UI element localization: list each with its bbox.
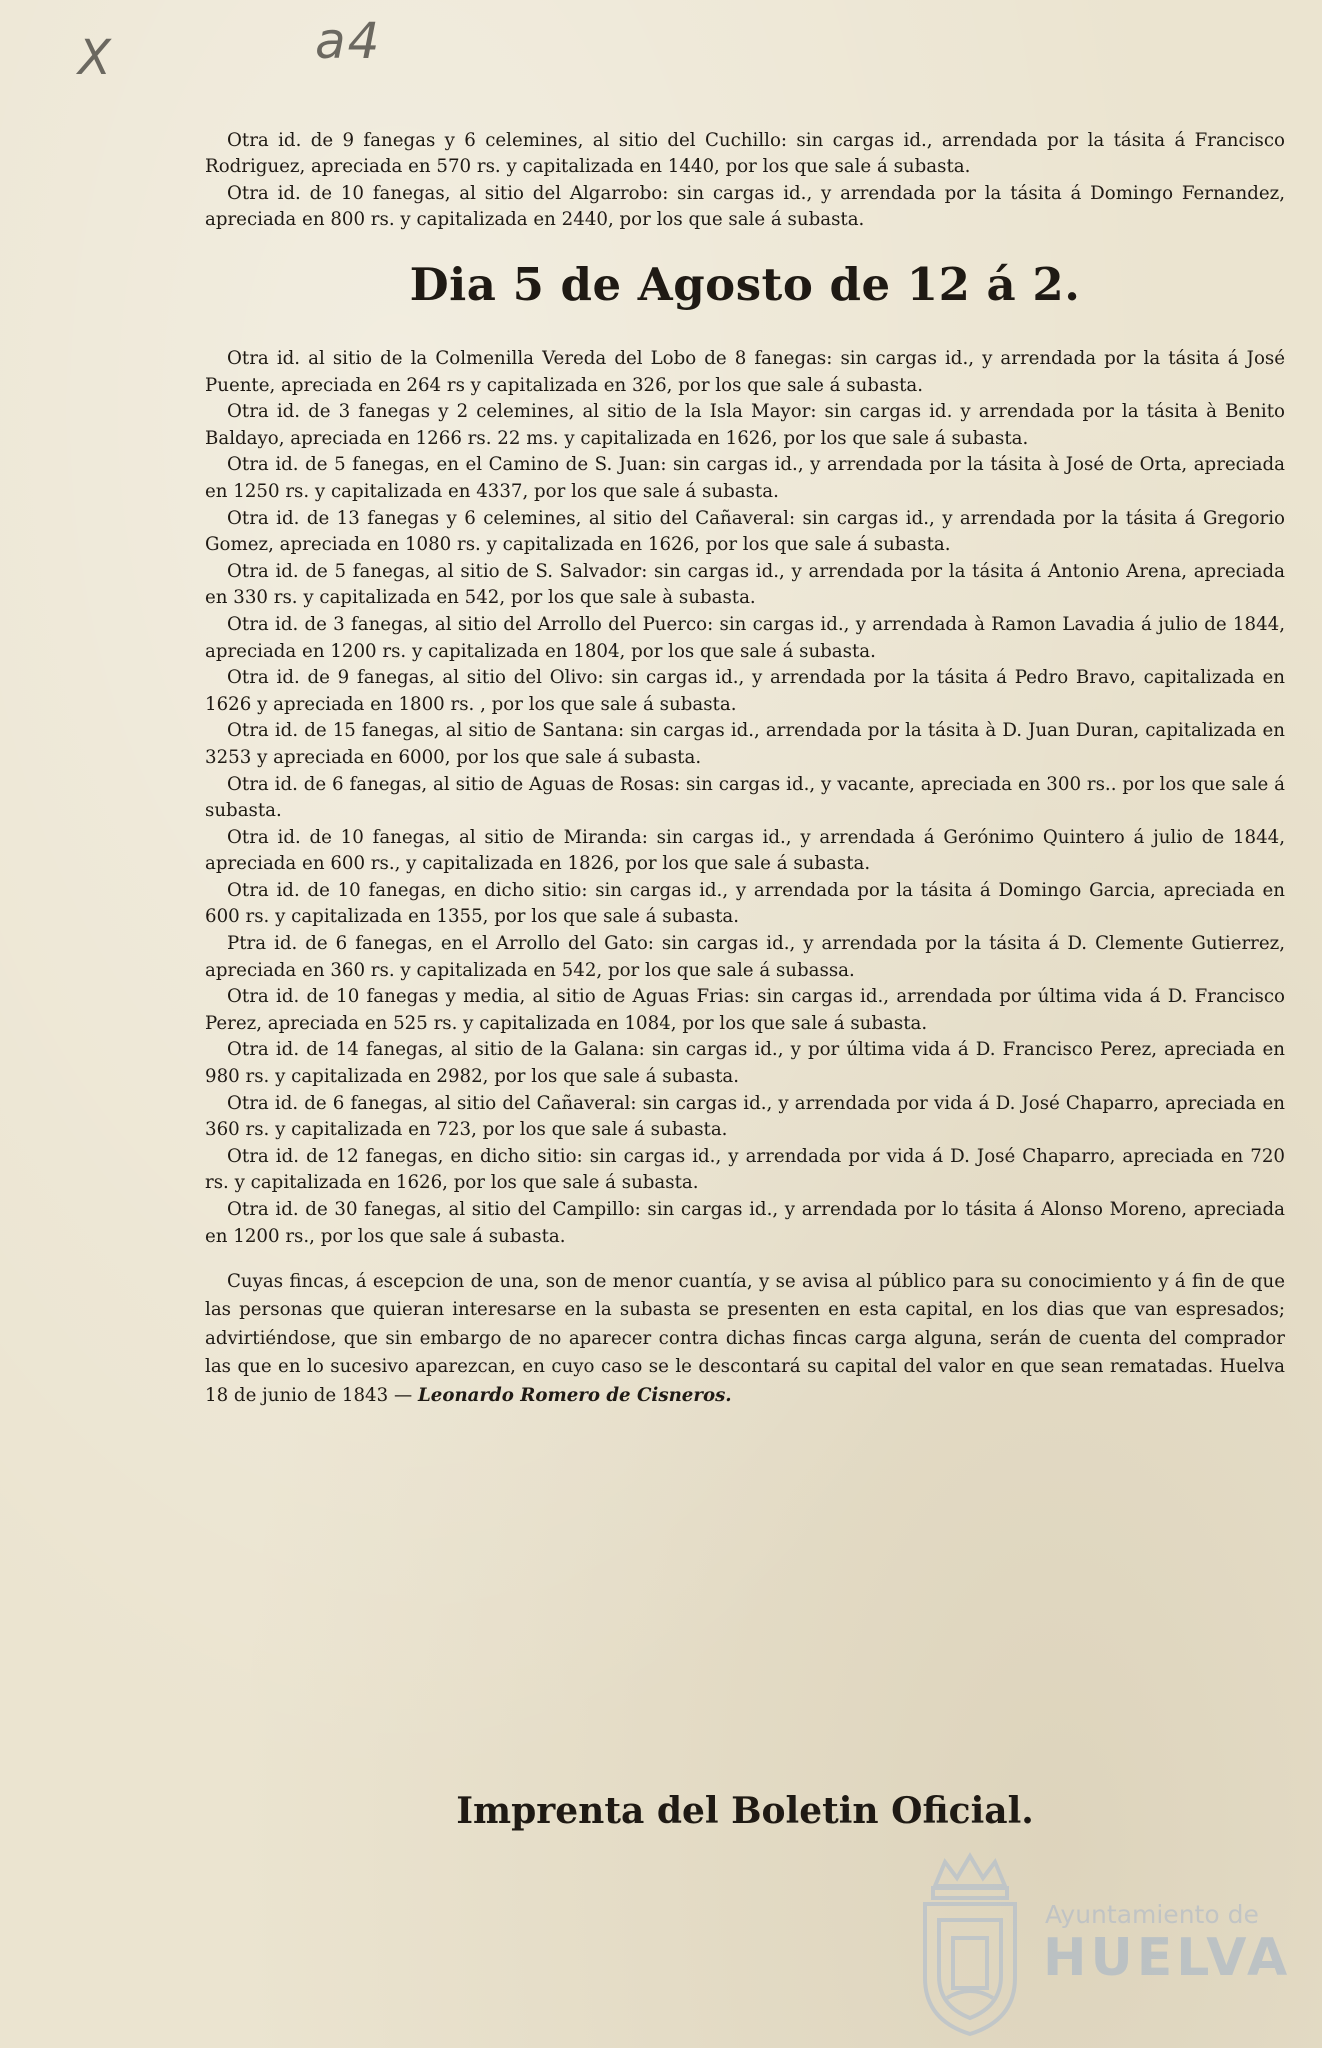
lot-paragraph: Otra id. de 15 fanegas, al sitio de Santana: sin cargas id., arrendada por la tásita à D. Juan Duran, capitalizada en 3253 y apreciada en 6000, por los que sale á subasta. (205, 720, 1285, 768)
lot-paragraph: Otra id. de 12 fanegas, en dicho sitio: sin cargas id., y arrendada por vida á D. José Chaparro, apreciada en 720 rs. y capitalizada en 1626, por los que sale á subasta. (205, 1145, 1285, 1194)
lot-paragraph: Otra id. de 14 fanegas, al sitio de la Galana: sin cargas id., y por última vida á D. Francisco Perez, apreciada en 980 rs. y capitalizada en 2982, por los que sale á subasta. (205, 1039, 1285, 1088)
watermark-line1: Ayuntamiento de (1045, 1900, 1259, 1929)
intro-section (205, 128, 1285, 234)
lots-list (205, 346, 1285, 1250)
lot-paragraph: Otra id. de 13 fanegas y 6 celemines, al sitio del Cañaveral: sin cargas id., y arrendada por la tásita á Gregorio Gomez, apreciada en 1080 rs. y capitalizada en 1626, por los que sale á subasta. (205, 507, 1285, 556)
date-heading: Dia 5 de Agosto de 12 á 2. (409, 258, 1081, 311)
notice-body: Cuyas fincas, á escepcion de una, son de menor cuantía, y se avisa al público para su conocimiento y á fin de que las personas que quieran interesarse en la subasta se presenten en esta capital, en los dias que van espresados; advirtiéndose, que sin embargo de no aparecer contra dichas fincas carga alguna, serán de cuenta del comprador las que en lo sucesivo aparezcan, en cuyo caso se le descontará su capital del valor en que sean rematadas. Huelva 18 de junio de 1843 — (205, 1271, 1285, 1406)
lot-paragraph: Otra id. de 10 fanegas y media, al sitio de Aguas Frias: sin cargas id., arrendada por última vida á D. Francisco Perez, apreciada en 525 rs. y capitalizada en 1084, por los que sale á subasta. (205, 986, 1285, 1034)
lot-paragraph: Otra id. de 6 fanegas, al sitio de Aguas de Rosas: sin cargas id., y vacante, apreciada en 300 rs.. por los que sale á subasta. (205, 773, 1285, 822)
signature: Leonardo Romero de Cisneros. (417, 1384, 732, 1406)
lot-paragraph: Otra id. al sitio de la Colmenilla Vereda del Lobo de 8 fanegas: sin cargas id., y arrendada por la tásita á José Puente, apreciada en 264 rs y capitalizada en 326, por los que sale á subasta. (205, 348, 1285, 396)
lot-paragraph: Otra id. de 5 fanegas, en el Camino de S. Juan: sin cargas id., y arrendada por la tásita à José de Orta, apreciada en 1250 rs. y capitalizada en 4337, por los que sale á subasta. (205, 454, 1285, 502)
closing-notice (205, 1268, 1285, 1410)
lot-paragraph: Otra id. de 9 fanegas, al sitio del Olivo: sin cargas id., y arrendada por la tásita á Pedro Bravo, capitalizada en 1626 y apreciada en 1800 rs. , por los que sale á subasta. (205, 667, 1285, 715)
lot-paragraph: Otra id. de 30 fanegas, al sitio del Campillo: sin cargas id., y arrendada por lo tásita á Alonso Moreno, apreciada en 1200 rs., por los que sale á subasta. (205, 1199, 1285, 1247)
lot-paragraph: Otra id. de 10 fanegas, en dicho sitio: sin cargas id., y arrendada por la tásita á Domingo Garcia, apreciada en 600 rs. y capitalizada en 1355, por los que sale á subasta. (205, 879, 1285, 928)
lot-paragraph: Otra id. de 6 fanegas, al sitio del Cañaveral: sin cargas id., y arrendada por vida á D. José Chaparro, apreciada en 360 rs. y capitalizada en 723, por los que sale á subasta. (205, 1092, 1285, 1141)
lot-paragraph: Otra id. de 5 fanegas, al sitio de S. Salvador: sin cargas id., y arrendada por la tásita á Antonio Arena, apreciada en 330 rs. y capitalizada en 542, por los que sale à subasta. (205, 560, 1285, 609)
lot-paragraph: Otra id. de 10 fanegas, al sitio de Miranda: sin cargas id., y arrendada á Gerónimo Quintero á julio de 1844, apreciada en 600 rs., y capitalizada en 1826, por los que sale á subasta. (205, 826, 1285, 875)
watermark (905, 1848, 1292, 2048)
handwritten-mark-left: X (78, 30, 113, 86)
intro-paragraph: Otra id. de 9 fanegas y 6 celemines, al sitio del Cuchillo: sin cargas id., arrendada por la tásita á Francisco Rodriguez, apreciada en 570 rs. y capitalizada en 1440, por los que sale á subasta. (205, 130, 1285, 178)
lot-paragraph: Ptra id. de 6 fanegas, en el Arrollo del Gato: sin cargas id., y arrendada por la tásita á D. Clemente Gutierrez, apreciada en 360 rs. y capitalizada en 542, por los que sale á subassa. (205, 933, 1285, 981)
intro-paragraph: Otra id. de 10 fanegas, al sitio del Algarrobo: sin cargas id., y arrendada por la tásita á Domingo Fernandez, apreciada en 800 rs. y capitalizada en 2440, por los que sale á subasta. (205, 182, 1285, 231)
lot-paragraph: Otra id. de 3 fanegas, al sitio del Arrollo del Puerco: sin cargas id., y arrendada à Ramon Lavadia á julio de 1844, apreciada en 1200 rs. y capitalizada en 1804, por los que sale á subasta. (205, 613, 1285, 662)
notice-paragraph (205, 1268, 1285, 1410)
lot-paragraph: Otra id. de 3 fanegas y 2 celemines, al sitio de la Isla Mayor: sin cargas id. y arrendada por la tásita à Benito Baldayo, apreciada en 1266 rs. 22 ms. y capitalizada en 1626, por los que sale á subasta. (205, 401, 1285, 449)
watermark-line2: HUELVA (1043, 1928, 1292, 1988)
imprint-line: Imprenta del Boletin Oficial. (456, 1790, 1034, 1832)
coat-of-arms-icon (905, 1848, 1035, 2038)
handwritten-mark-top: a4 (315, 12, 382, 70)
